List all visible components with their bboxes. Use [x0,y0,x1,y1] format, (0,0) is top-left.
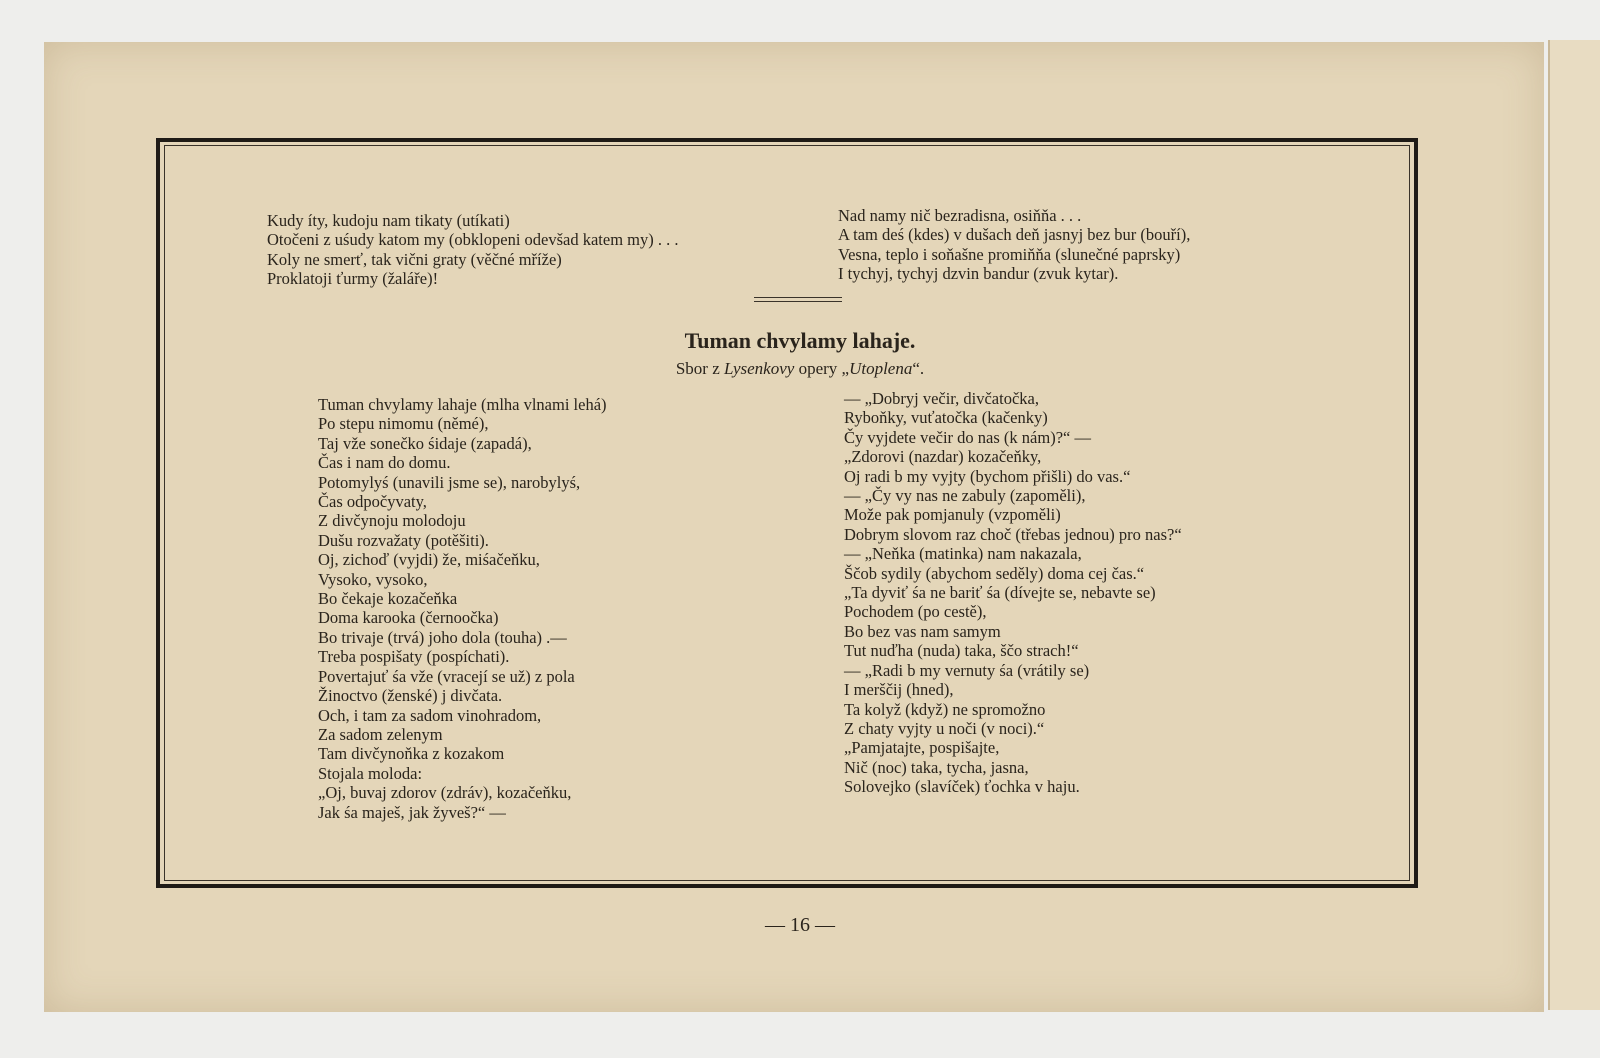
verse-line: Bo čekaje kozačeňka [318,589,458,609]
verse-line: Oj radi b my vyjty (bychom přišli) do vas.“ [844,466,1131,486]
verse-line: Treba pospišaty (pospíchati). [318,647,510,667]
verse-line: „Ta dyviť śa ne bariť śa (dívejte se, nebavte se) [844,583,1156,603]
verse-line: Dobrym slovom raz choč (třebas jednou) pro nas?“ [844,524,1182,544]
verse-line: Po stepu nimomu (němé), [318,414,489,434]
song-right-column [844,389,1182,797]
verse-line: Tut nuďha (nuda) taka, ščo strach!“ [844,641,1079,661]
song-left-column [318,395,607,822]
verse-line: Otočeni z uśudy katom my (obklopeni odevšad katem my) . . . [267,230,679,250]
subtitle-prefix: Sbor z [675,359,725,378]
verse-line: Pochodem (po cestě), [844,602,987,622]
verse-line: Za sadom zelenym [318,724,443,744]
verse-line: Tuman chvylamy lahaje (mlha vlnami lehá) [318,395,607,414]
verse-line: Z chaty vyjty u noči (v noci).“ [844,718,1045,738]
subtitle-middle: opery „ [794,359,850,378]
verse-line: Nad namy nič bezradisna, osiňňa . . . [838,206,1082,225]
verse-line: Ryboňky, vuťatočka (kačenky) [844,408,1048,428]
verse-line: Och, i tam za sadom vinohradom, [318,705,542,725]
verse-line: Čy vyjdete večir do nas (k nám)?“ — [844,427,1091,447]
next-page-edge [1548,40,1600,1010]
verse-line: „Pamjatajte, pospišajte, [844,738,1000,758]
verse-line: Solovejko (slavíček) ťochka v haju. [844,777,1080,797]
verse-line: I merščij (hned), [844,680,954,700]
verse-line: Nič (noc) taka, tycha, jasna, [844,757,1029,777]
song-subtitle [0,359,1600,379]
verse-line: Bo trivaje (trvá) joho dola (touha) .— [318,627,567,647]
verse-line: Tam divčynoňka z kozakom [318,744,505,764]
verse-line: Ta kolyž (když) ne spromožno [844,699,1046,719]
page-number: — 16 — [765,914,835,936]
verse-line: Ščob sydily (abychom seděly) doma cej čas.“ [844,563,1145,583]
verse-line: Vysoko, vysoko, [318,569,428,589]
verse-line: Može pak pomjanuly (vzpoměli) [844,505,1061,525]
top-left-stanza [267,211,679,289]
verse-line: — „Radi b my vernuty śa (vrátily se) [844,660,1090,680]
verse-line: Čas odpočyvaty, [318,492,427,512]
verse-line: Povertajuť śa vže (vracejí se už) z pola [318,666,575,686]
verse-line: Jak śa maješ, jak žyveš?“ — [318,802,506,822]
verse-line: Z divčynoju molodoju [318,511,466,531]
verse-line: Dušu rozvažaty (potěšiti). [318,530,489,550]
verse-line: — „Dobryj večir, divčatočka, [844,389,1039,408]
verse-line: Čas i nam do domu. [318,453,451,473]
verse-line: — „Neňka (matinka) nam nakazala, [844,544,1082,564]
verse-line: Bo bez vas nam samym [844,621,1001,641]
verse-line: Kudy íty, kudoju nam tikaty (utíkati) [267,211,510,230]
verse-line: A tam deś (kdes) v dušach deň jasnyj bez bur (bouří), [838,225,1191,245]
subtitle-suffix: “. [912,359,925,378]
verse-line: „Zdorovi (nazdar) kozačeňky, [844,447,1042,467]
verse-line: Proklatoji ťurmy (žaláře)! [267,269,439,289]
verse-line: Žinoctvo (ženské) j divčata. [318,686,503,706]
verse-line: Taj vže sonečko śidaje (zapadá), [318,433,532,453]
verse-line: Doma karooka (černoočka) [318,608,499,628]
verse-line: Oj, zichoď (vyjdi) že, miśačeňku, [318,550,540,570]
verse-line: — „Čy vy nas ne zabuly (zapoměli), [844,486,1086,506]
separator-rule-lower [754,301,842,302]
separator-rule-upper [754,297,842,298]
verse-line: Koly ne smerť, tak vični graty (věčné mříže) [267,249,562,269]
verse-line: I tychyj, tychyj dzvin bandur (zvuk kytar). [838,264,1119,284]
verse-line: Vesna, teplo i soňašne promiňňa (slunečné paprsky) [838,244,1181,264]
subtitle-opera: Utoplena [849,359,913,378]
top-right-stanza [838,206,1190,284]
subtitle-composer: Lysenkovy [724,359,795,378]
verse-line: „Oj, buvaj zdorov (zdráv), kozačeňku, [318,783,572,803]
song-title: Tuman chvylamy lahaje. [684,328,916,353]
verse-line: Potomylyś (unavili jsme se), narobylyś, [318,472,581,492]
verse-line: Stojala moloda: [318,763,423,783]
